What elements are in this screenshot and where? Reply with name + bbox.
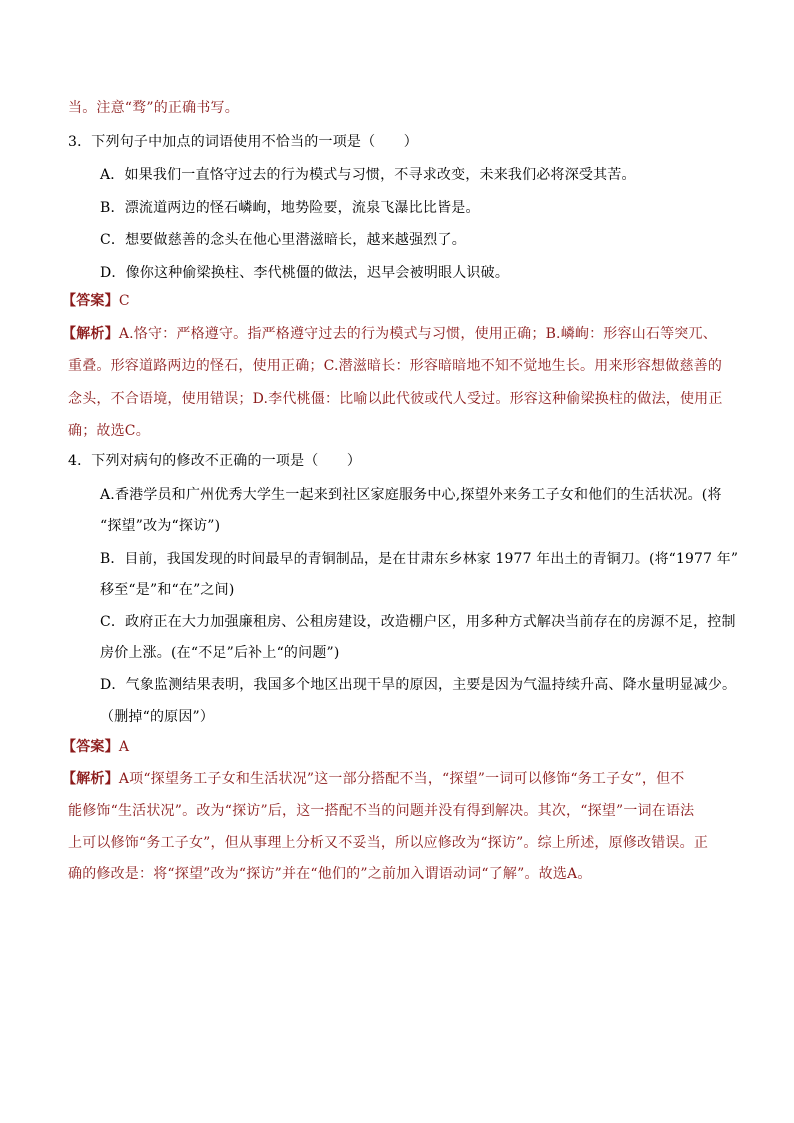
prev-explanation-tail: 当。注意“骛”的正确书写。 xyxy=(68,100,239,116)
explanation-label: 【解析】 xyxy=(62,771,119,787)
question-4-answer xyxy=(62,737,129,757)
question-3-option-b: B．漂流道两边的怪石嶙峋，地势险要，流泉飞瀑比比皆是。 xyxy=(100,200,480,216)
question-3-explanation-line-2: 重叠。形容道路两边的怪石，使用正确；C.潜滋暗长：形容暗暗地不知不觉地生长。用来形容想做慈善的 xyxy=(68,358,723,374)
explanation-text: A项“探望务工子女和生活状况”这一部分搭配不当，“探望”一词可以修饰“务工子女”，但不 xyxy=(118,771,685,787)
question-4-option-d-line-2: （删掉“的原因”） xyxy=(100,709,215,725)
answer-label: 【答案】 xyxy=(62,293,119,309)
question-4-explanation-line-2: 能修饰“生活状况”。改为“探访”后，这一搭配不当的问题并没有得到解决。其次，“探望”一词在语法 xyxy=(68,803,695,819)
question-3-answer xyxy=(62,291,130,311)
answer-value: A xyxy=(118,739,130,755)
answer-label: 【答案】 xyxy=(62,739,119,755)
explanation-text: A.恪守：严格遵守。指严格遵守过去的行为模式与习惯，使用正确；B.嶙峋：形容山石等突兀、 xyxy=(118,326,717,342)
question-4-option-a-line-1: A.香港学员和广州优秀大学生一起来到社区家庭服务中心,探望外来务工子女和他们的生活状况。(将 xyxy=(100,487,722,503)
question-3-explanation-line-3: 念头，不合语境，使用错误；D.李代桃僵：比喻以此代彼或代人受过。形容这种偷梁换柱的做法，使用正 xyxy=(68,391,723,407)
question-3-stem: 3．下列句子中加点的词语使用不恰当的一项是（ ） xyxy=(68,134,418,150)
question-4-explanation-line-3: 上可以修饰“务工子女”，但从事理上分析又不妥当，所以应修改为“探访”。综上所述，原修改错误。正 xyxy=(68,835,709,851)
question-3-explanation-line-1 xyxy=(62,324,717,344)
question-3-option-a: A．如果我们一直恪守过去的行为模式与习惯，不寻求改变，未来我们必将深受其苦。 xyxy=(100,167,636,183)
question-4-option-b-line-1: B．目前，我国发现的时间最早的青铜制品，是在甘肃东乡林家 1977 年出土的青铜刀。(将“1977 年” xyxy=(100,551,739,567)
answer-value: C xyxy=(118,293,130,309)
question-4-option-a-line-2: “探望”改为“探访”) xyxy=(100,518,221,534)
question-4-explanation-line-4: 确的修改是：将“探望”改为“探访”并在“他们的”之前加入谓语动词“了解”。故选A。 xyxy=(68,866,592,882)
question-4-option-c-line-1: C．政府正在大力加强廉租房、公租房建设，改造棚户区，用多种方式解决当前存在的房源不足，控制 xyxy=(100,614,736,630)
question-4-option-c-line-2: 房价上涨。(在“不足”后补上“的问题”) xyxy=(100,645,340,661)
question-4-option-d-line-1: D．气象监测结果表明，我国多个地区出现干旱的原因，主要是因为气温持续升高、降水量明显减少。 xyxy=(100,677,737,693)
question-4-stem: 4．下列对病句的修改不正确的一项是（ ） xyxy=(68,453,362,469)
question-4-explanation-line-1 xyxy=(62,769,684,789)
question-3-option-c: C．想要做慈善的念头在他心里潜滋暗长，越来越强烈了。 xyxy=(100,232,466,248)
explanation-label: 【解析】 xyxy=(62,326,119,342)
question-4-option-b-line-2: 移至“是”和“在”之间) xyxy=(100,582,235,598)
question-3-explanation-line-4: 确；故选C。 xyxy=(68,423,150,439)
question-3-option-d: D．像你这种偷梁换柱、李代桃僵的做法，迟早会被明眼人识破。 xyxy=(100,265,510,281)
